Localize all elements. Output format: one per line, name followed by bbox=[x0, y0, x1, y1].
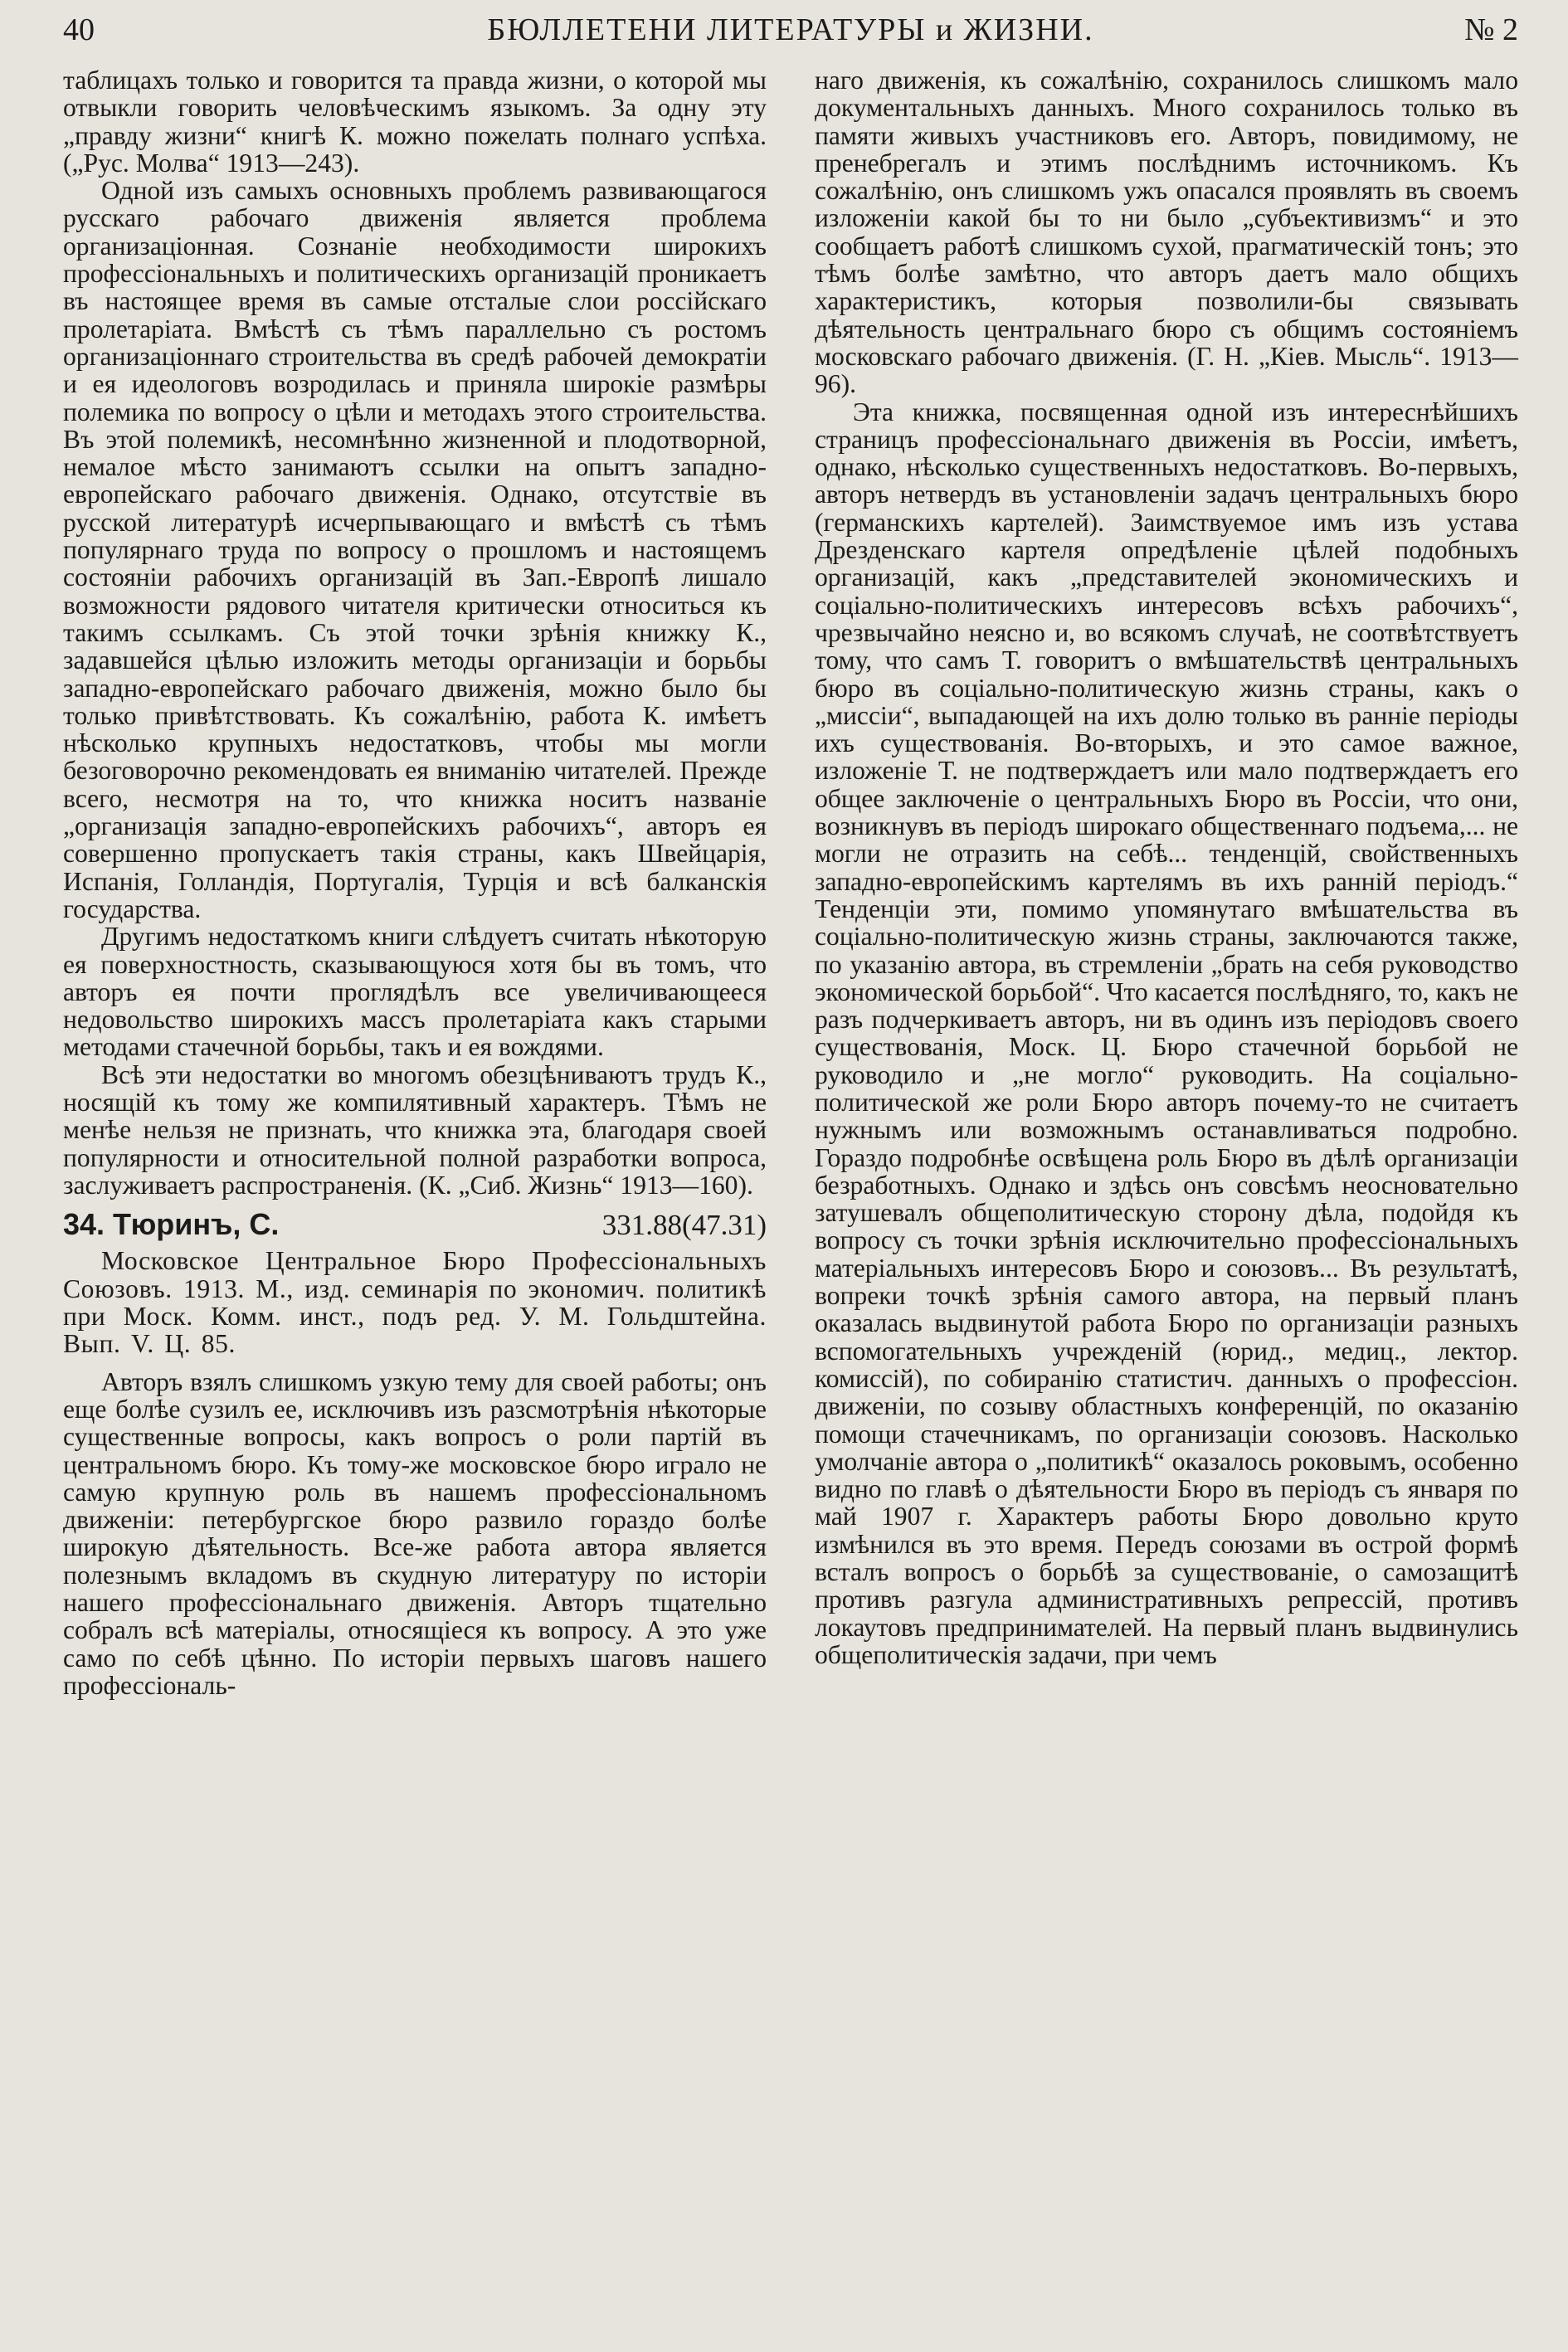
issue-number: № 2 bbox=[1464, 12, 1518, 47]
entry-heading bbox=[63, 1207, 767, 1242]
left-column bbox=[63, 66, 767, 1699]
entry-title: Московское Центральное Бюро Профессіональныхъ Союзовъ. 1913. М., изд. семинарія по экономич. политикѣ при Моск. Комм. инст., подъ ред. У. М. Гольдштейна. Вып. V. Ц. 85. bbox=[63, 1246, 767, 1359]
page-header bbox=[63, 12, 1518, 58]
paragraph: Другимъ недостаткомъ книги слѣдуетъ считать нѣкоторую ея поверхностность, сказывающуюся хотя бы въ томъ, что авторъ ея почти проглядѣлъ все увеличивающееся недовольство широкихъ массъ пролетаріата какъ старыми методами стачечной борьбы, такъ и ея вождями. bbox=[63, 922, 767, 1062]
right-column bbox=[815, 66, 1518, 1699]
text-columns bbox=[63, 66, 1518, 1699]
entry-author: 34. Тюринъ, С. bbox=[63, 1207, 280, 1242]
paragraph: Авторъ взялъ слишкомъ узкую тему для своей работы; онъ еще болѣе сузилъ ее, исключивъ изъ разсмотрѣнія нѣкоторые существенные вопросы, какъ вопросъ о роли партій въ центральномъ бюро. Къ тому-же московское бюро играло не самую крупную роль въ нашемъ профессіональномъ движеніи: петербургское бюро развило гораздо болѣе широкую дѣятельность. Все-же работа автора является полезнымъ вкладомъ въ скудную литературу по исторіи нашего профессіональнаго движенія. Авторъ тщательно собралъ всѣ матеріалы, относящіеся къ вопросу. А это уже само по себѣ цѣнно. По исторіи первыхъ шаговъ нашего профессіональ- bbox=[63, 1366, 767, 1700]
paragraph: таблицахъ только и говорится та правда жизни, о которой мы отвыкли говорить человѣческимъ языкомъ. За одну эту „правду жизни“ книгѣ К. можно пожелать полнаго успѣха. („Рус. Молва“ 1913—243). bbox=[63, 66, 767, 178]
paragraph: Эта книжка, посвященная одной изъ интереснѣйшихъ страницъ профессіональнаго движенія въ Россіи, имѣетъ, однако, нѣсколько существенныхъ недостатковъ. Во-первыхъ, авторъ нетвердъ въ установленіи задачъ центральныхъ бюро (германскихъ картелей). Заимствуемое имъ изъ устава Дрезденскаго картеля опредѣленіе цѣлей подобныхъ организацій, какъ „представителей экономическихъ и соціально-политическихъ интересовъ всѣхъ рабочихъ“, чрезвычайно неясно и, во всякомъ случаѣ, не соотвѣтствуетъ тому, что самъ Т. говоритъ о вмѣшательствѣ центральныхъ бюро въ соціально-политическую жизнь страны, какъ о „миссіи“, выпадающей на ихъ долю только въ ранніе періоды ихъ существованія. Во-вторыхъ, и это самое важное, изложеніе Т. не подтверждаетъ или мало подтверждаетъ его общее заключеніе о центральныхъ Бюро въ Россіи, что они, возникнувъ въ періодъ широкаго общественнаго подъема,... не могли не отразить на себѣ... тенденцій, свойственныхъ западно-европейскимъ картелямъ въ ихъ ранній періодъ.“ Тенденціи эти, помимо упомянутаго вмѣшательства въ соціально-политическую жизнь страны, заключаются также, по указанію автора, въ стремленіи „брать на себя руководство экономической борьбой“. Что касается послѣдняго, то, какъ не разъ подчеркиваетъ авторъ, ни въ одинъ изъ періодовъ своего существованія, Моск. Ц. Бюро стачечной борьбой не руководило и „не могло“ руководить. На соціально-политической же роли Бюро авторъ почему-то не считаетъ нужнымъ или возможнымъ останавливаться подробно. Гораздо подробнѣе освѣщена роль Бюро въ дѣлѣ организаціи безработныхъ. Однако и здѣсь онъ совсѣмъ неосновательно затушевалъ общеполитическую сторону дѣла, подойдя къ вопросу съ точки зрѣнія исключительно профессіональныхъ матеріальныхъ интересовъ Бюро и союзовъ... Въ результатѣ, вопреки точкѣ зрѣнія самого автора, на первый планъ оказалась выдвинутой работа Бюро по организаціи разныхъ вспомогательныхъ учрежденій (юрид., медиц., лектор. комиссій), по собиранію статистич. данныхъ о профессіон. движеніи, по созыву областныхъ конференцій, по оказанію помощи стачечникамъ, по организаціи союзовъ. Насколько умолчаніе автора о „политикѣ“ оказалось роковымъ, особенно видно по главѣ о дѣятельности Бюро въ періодъ съ января по май 1907 г. Характеръ работы Бюро довольно круто измѣнился въ это время. Передъ союзами въ острой формѣ всталъ вопросъ о борьбѣ за существованіе, о самозащитѣ противъ разгула административныхъ репрессій, противъ локаутовъ предпринимателей. На первый планъ выдвинулись общеполитическія задачи, при чемъ bbox=[815, 397, 1518, 1669]
paragraph: наго движенія, къ сожалѣнію, сохранилось слишкомъ мало документальныхъ данныхъ. Много сохранилось только въ памяти живыхъ участниковъ его. Авторъ, повидимому, не пренебрегалъ и этимъ послѣднимъ источникомъ. Къ сожалѣнію, онъ слишкомъ ужъ опасался проявлять въ своемъ изложеніи какой бы то ни было „субъективизмъ“ и это сообщаетъ работѣ слишкомъ сухой, прагматическій тонъ; это тѣмъ болѣе замѣтно, что авторъ даетъ мало общихъ характеристикъ, которыя позволили-бы связывать дѣятельность центральнаго бюро съ общимъ состояніемъ московскаго рабочаго движенія. (Г. Н. „Кіев. Мысль“. 1913—96). bbox=[815, 66, 1518, 399]
paragraph: Всѣ эти недостатки во многомъ обезцѣниваютъ трудъ К., носящій къ тому же компилятивный характеръ. Тѣмъ не менѣе нельзя не признать, что книжка эта, благодаря своей популярности и относительной полной разработки вопроса, заслуживаетъ распространенія. (К. „Сиб. Жизнь“ 1913—160). bbox=[63, 1059, 767, 1200]
journal-title: БЮЛЛЕТЕНИ ЛИТЕРАТУРЫ и ЖИЗНИ. bbox=[487, 12, 1094, 47]
page-number: 40 bbox=[63, 12, 95, 47]
paragraph: Одной изъ самыхъ основныхъ проблемъ развивающагося русскаго рабочаго движенія является проблема организаціонная. Сознаніе необходимости широкихъ профессіональныхъ и политическихъ организацій проникаетъ въ настоящее время въ самые отсталые слои россійскаго пролетаріата. Вмѣстѣ съ тѣмъ параллельно съ ростомъ организаціоннаго строительства въ средѣ рабочей демократіи и ея идеологовъ возродилась и приняла широкіе размѣры полемика по вопросу о цѣли и методахъ этого строительства. Въ этой полемикѣ, несомнѣнно жизненной и плодотворной, немалое мѣсто занимаютъ ссылки на опытъ западно-европейскаго рабочаго движенія. Однако, отсутствіе въ русской литературѣ исчерпывающаго и вмѣстѣ съ тѣмъ популярнаго труда по вопросу о прошломъ и настоящемъ состояніи рабочихъ организацій въ Зап.-Европѣ лишало возможности рядового читателя критически относиться къ такимъ ссылкамъ. Съ этой точки зрѣнія книжку К., задавшейся цѣлью изложить методы организаціи и борьбы западно-европейскаго рабочаго движенія, можно было бы только привѣтствовать. Къ сожалѣнію, работа К. имѣетъ нѣсколько крупныхъ недостатковъ, чтобы мы могли безоговорочно рекомендовать ея вниманію читателей. Прежде всего, несмотря на то, что книжка носитъ названіе „организація западно-европейскихъ рабочихъ“, авторъ ея совершенно пропускаетъ такія страны, какъ Швейцарія, Испанія, Голландія, Португалія, Турція и всѣ балканскія государства. bbox=[63, 176, 767, 923]
entry-classification-code: 331.88(47.31) bbox=[601, 1209, 767, 1242]
